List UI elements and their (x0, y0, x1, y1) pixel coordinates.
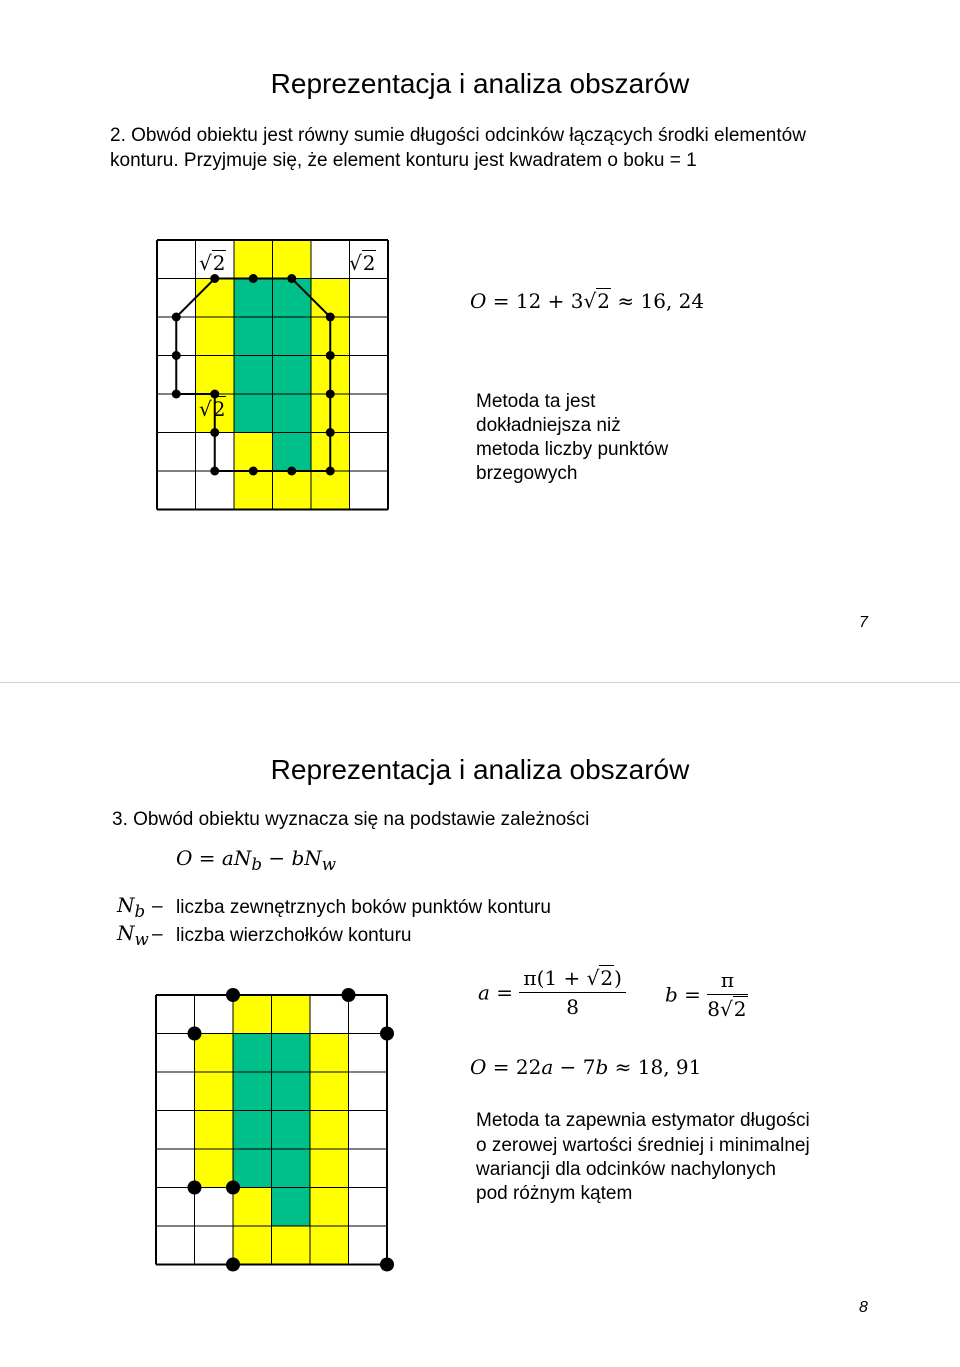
slide-8 (0, 683, 960, 1367)
contour-point (210, 428, 219, 437)
teal-cell (233, 1072, 272, 1111)
page-number: 8 (859, 1299, 868, 1316)
teal-cell (233, 1149, 272, 1188)
teal-cell (273, 433, 312, 472)
yellow-cell (234, 433, 273, 472)
perimeter-general-formula: $O = aN_b - bN_w$ (176, 846, 337, 874)
contour-point (249, 274, 258, 283)
slide-title: Reprezentacja i analiza obszarów (270, 754, 690, 785)
yellow-cell (233, 1226, 272, 1265)
sqrt2-label-top-left: √2 (199, 251, 226, 275)
teal-cell (272, 1034, 311, 1073)
contour-point (249, 467, 258, 476)
coefficient-a-formula: a = $\frac{\pi(1 + √2)}{8}$ (478, 966, 626, 1019)
yellow-cell (273, 471, 312, 510)
vertex-point (380, 1258, 394, 1272)
body-line-2: konturu. Przyjmuje się, że element konturu jest kwadratem o boku = 1 (110, 150, 697, 171)
teal-cell (273, 279, 312, 318)
contour-point (326, 428, 335, 437)
contour-point (210, 467, 219, 476)
contour-grid (157, 240, 431, 512)
vertex-point (226, 988, 240, 1002)
teal-cell (273, 394, 312, 433)
def-symbol-nb: $N_b$ (117, 893, 146, 921)
teal-cell (234, 356, 273, 395)
contour-point (287, 274, 296, 283)
perimeter-formula: O = 12 + 3√2 ≈ 16, 24 (470, 289, 705, 313)
yellow-cell (233, 1188, 272, 1227)
vertex-point (188, 1181, 202, 1195)
yellow-cell (233, 995, 272, 1034)
def-dash-nw: – (152, 924, 163, 945)
vertex-grid (156, 995, 430, 1267)
teal-cell (272, 1111, 311, 1150)
def-text-nb: liczba zewnętrznych boków punktów konturu (176, 897, 551, 918)
teal-cell (272, 1188, 311, 1227)
yellow-cell (195, 1072, 234, 1111)
def-symbol-nw: $N_w$ (117, 921, 149, 949)
teal-cell (272, 1149, 311, 1188)
perimeter-result-formula: O = 22a − 7b ≈ 18, 91 (470, 1055, 702, 1079)
contour-point (172, 351, 181, 360)
teal-cell (234, 394, 273, 433)
contour-point (287, 467, 296, 476)
note-line-3: metoda liczby punktów (476, 439, 669, 460)
contour-point (326, 351, 335, 360)
teal-cell (233, 1034, 272, 1073)
def-text-nw: liczba wierzchołków konturu (176, 925, 412, 946)
yellow-cell (272, 1226, 311, 1265)
page-number: 7 (859, 614, 868, 631)
teal-cell (273, 356, 312, 395)
note-line-4: brzegowych (476, 463, 578, 484)
yellow-cell (311, 471, 350, 510)
yellow-cell (310, 1149, 349, 1188)
contour-point (326, 313, 335, 322)
yellow-cell (310, 1034, 349, 1073)
sqrt2-label-bottom-left: √2 (199, 397, 226, 421)
yellow-cell (234, 471, 273, 510)
body-line-1: 2. Obwód obiektu jest równy sumie długości odcinków łączących środki elementów (110, 125, 806, 146)
yellow-cell (195, 1149, 234, 1188)
contour-point (210, 274, 219, 283)
slide-title: Reprezentacja i analiza obszarów (270, 68, 690, 99)
yellow-cell (272, 995, 311, 1034)
note-line-2: dokładniejsza niż (476, 415, 621, 436)
vertex-point (380, 1027, 394, 1041)
yellow-cell (311, 279, 350, 318)
teal-cell (233, 1111, 272, 1150)
teal-cell (234, 317, 273, 356)
yellow-cell (196, 279, 235, 318)
teal-cell (273, 317, 312, 356)
vertex-point (226, 1181, 240, 1195)
contour-point (172, 390, 181, 399)
contour-point (326, 390, 335, 399)
coefficient-b-formula: b = $\frac{\pi}{8√2}$ (665, 968, 747, 1021)
yellow-cell (273, 240, 312, 279)
note-line-4: pod różnym kątem (476, 1183, 633, 1204)
yellow-cell (310, 1111, 349, 1150)
yellow-cell (310, 1072, 349, 1111)
sqrt2-label-top-right: √2 (349, 251, 376, 275)
slide-7 (0, 0, 960, 682)
teal-cell (272, 1072, 311, 1111)
note-line-3: wariancji dla odcinków nachylonych (476, 1159, 776, 1180)
contour-point (172, 313, 181, 322)
contour-point (326, 467, 335, 476)
yellow-cell (195, 1111, 234, 1150)
vertex-point (188, 1027, 202, 1041)
yellow-cell (234, 240, 273, 279)
yellow-cell (195, 1034, 234, 1073)
note-line-1: Metoda ta zapewnia estymator długości (476, 1110, 810, 1131)
vertex-point (342, 988, 356, 1002)
vertex-point (226, 1258, 240, 1272)
def-dash-nb: – (152, 896, 163, 917)
note-line-2: o zerowej wartości średniej i minimalnej (476, 1135, 810, 1156)
body-line-1: 3. Obwód obiektu wyznacza się na podstawie zależności (112, 809, 590, 830)
yellow-cell (196, 317, 235, 356)
yellow-cell (310, 1188, 349, 1227)
teal-cell (234, 279, 273, 318)
yellow-cell (310, 1226, 349, 1265)
note-line-1: Metoda ta jest (476, 391, 596, 412)
yellow-cell (196, 356, 235, 395)
